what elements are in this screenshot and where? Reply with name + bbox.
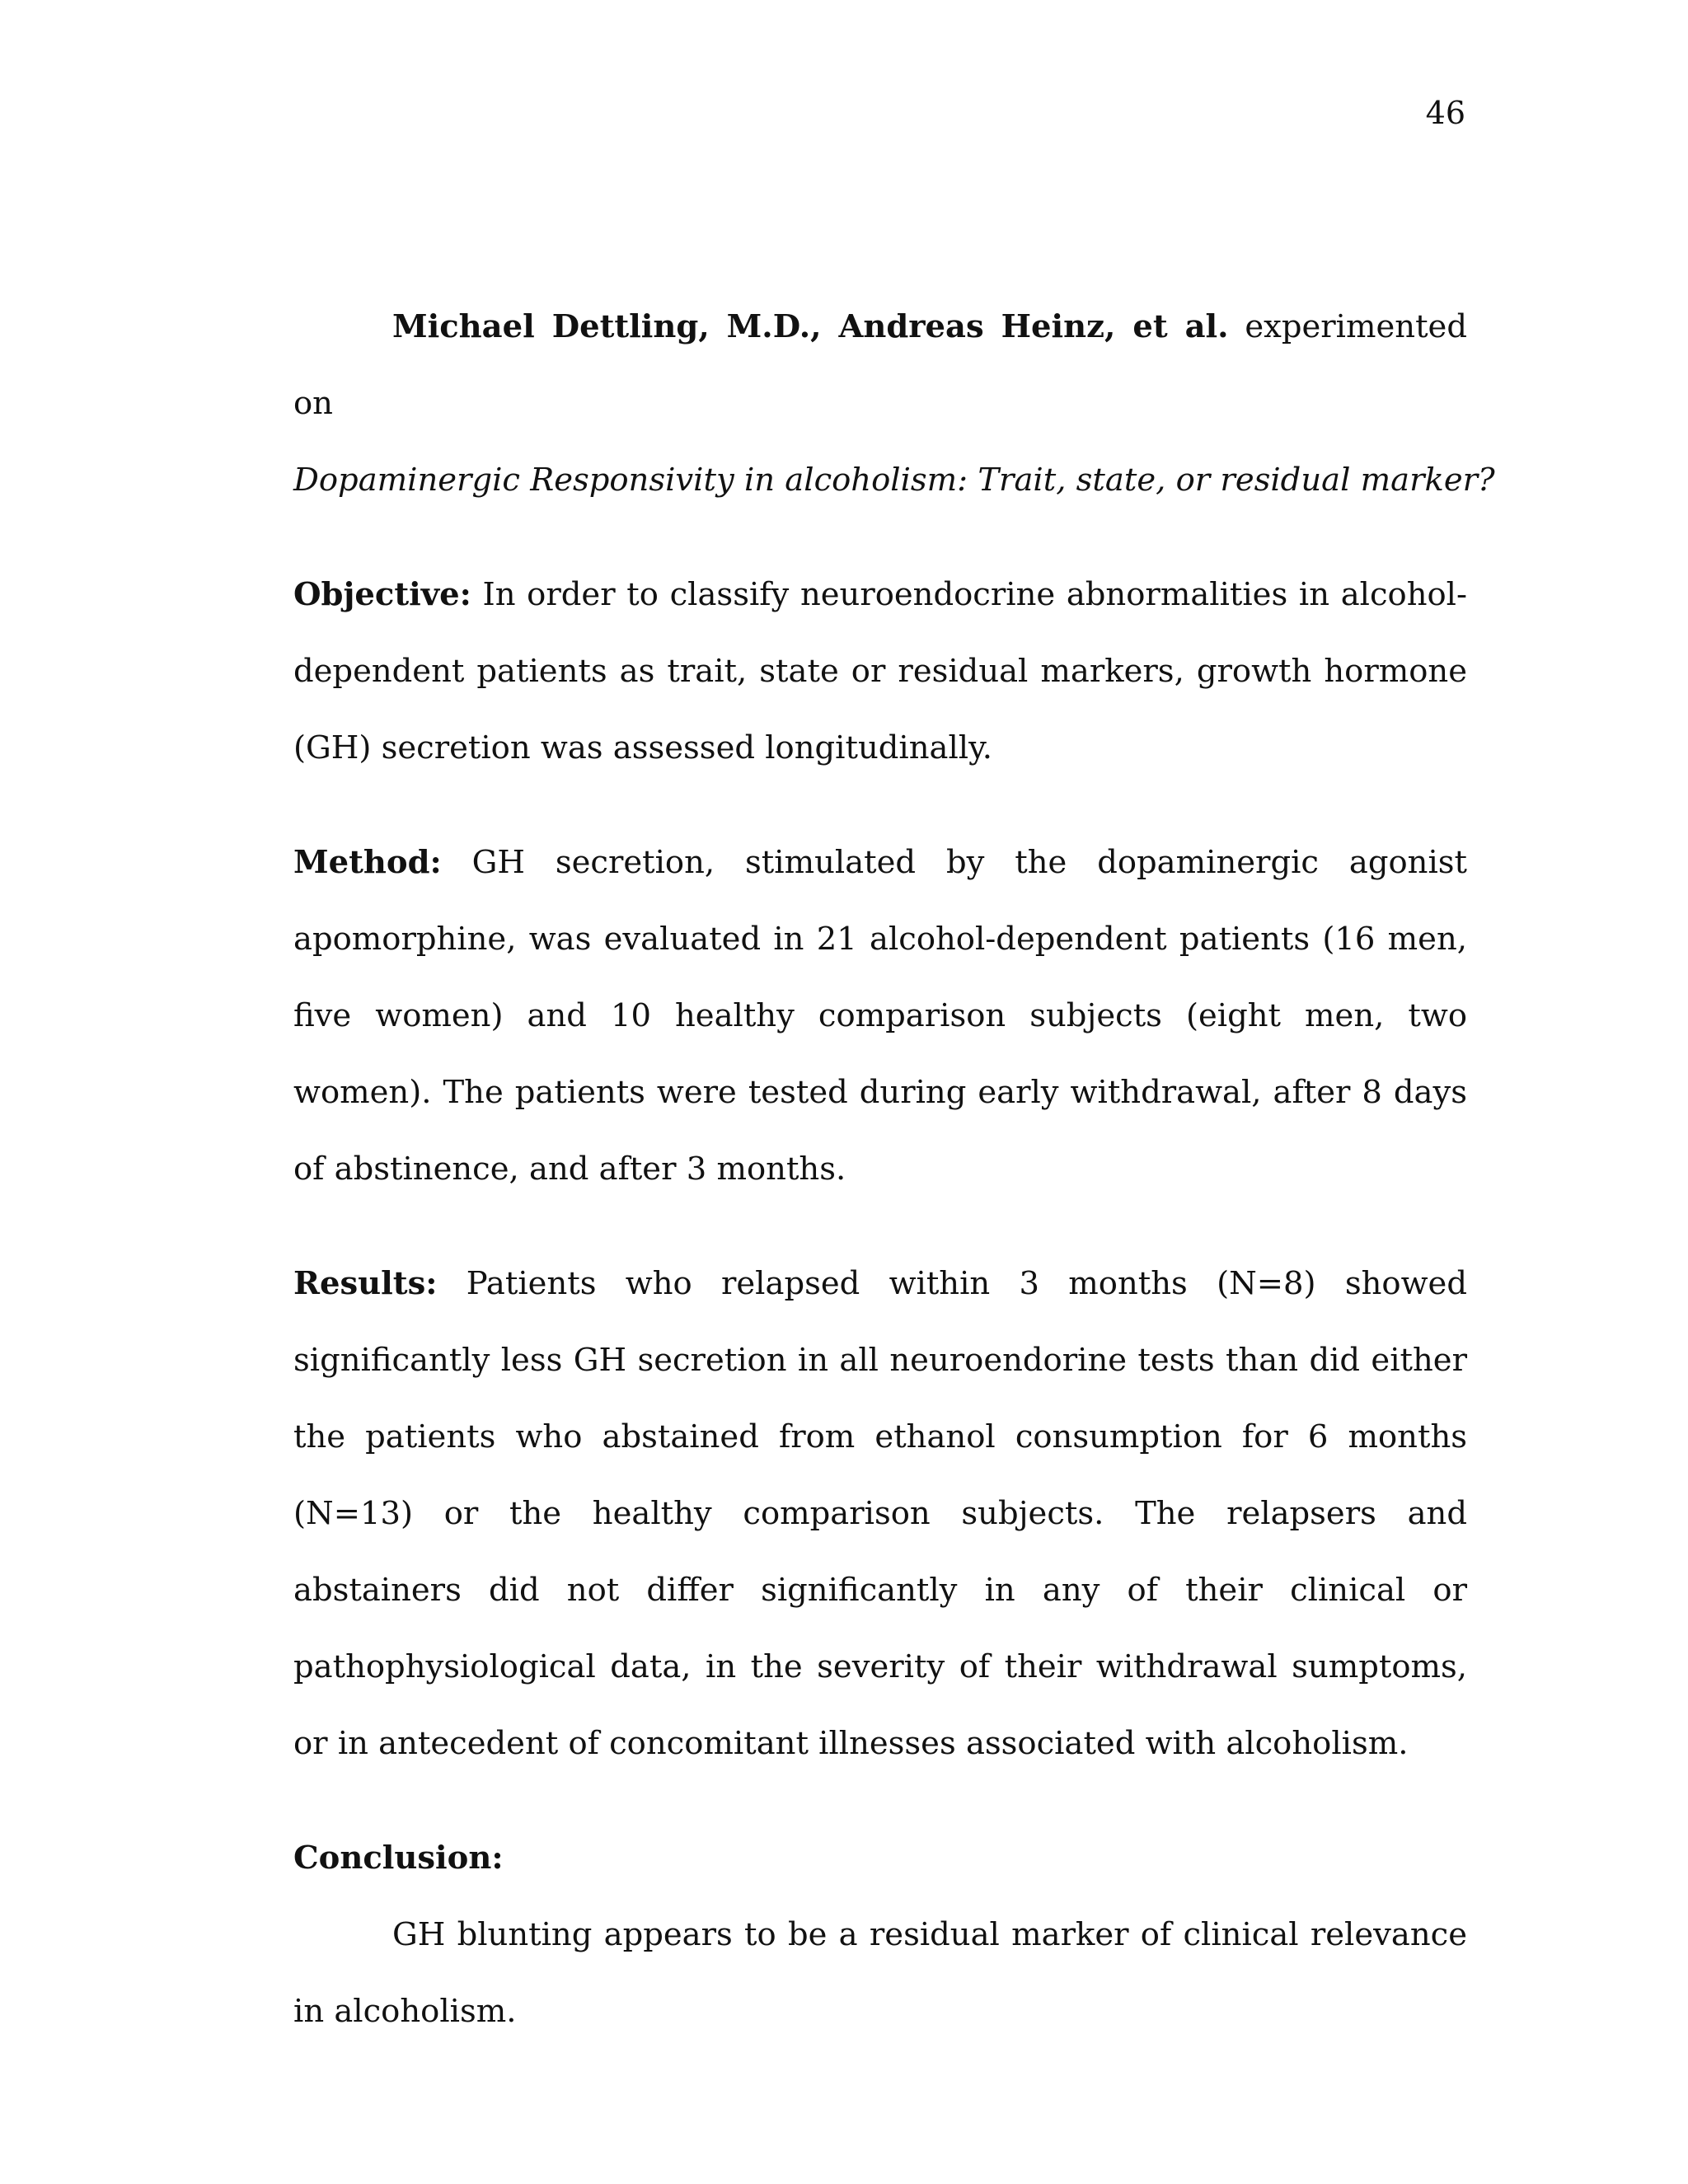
method-text: GH secretion, stimulated by the dopaminergic agonist apomorphine, was evaluated in 21 alcohol-dependent patients (16 men, five women) and 10 healthy comparison subjects (eight men, two women). The patients were tested during early withdrawal, after 8 days of abstinence, and after 3 months. bbox=[293, 844, 1467, 1188]
method-paragraph bbox=[293, 824, 1467, 1207]
results-label: Results: bbox=[293, 1265, 438, 1302]
conclusion-label: Conclusion: bbox=[293, 1840, 504, 1877]
intro-paragraph bbox=[293, 288, 1495, 518]
objective-label: Objective: bbox=[293, 576, 471, 613]
intro-verb: experimented on bbox=[293, 308, 1467, 422]
objective-text: In order to classify neuroendocrine abnormalities in alcohol-dependent patients as trait, state or residual markers, growth hormone (GH) secretion was assessed longitudinally. bbox=[293, 576, 1467, 766]
page-number: 46 bbox=[1425, 95, 1465, 131]
results-text: Patients who relapsed within 3 months (N=8) showed significantly less GH secretion in all neuroendorine tests than did either the patients who abstained from ethanol consumption for 6 months (N=13) or the healthy comparison subjects. The relapsers and abstainers did not differ significantly in any of their clinical or pathophysiological data, in the severity of their withdrawal sumptoms, or in antecedent of concomitant illnesses associated with alcoholism. bbox=[293, 1265, 1467, 1762]
study-title: Dopaminergic Responsivity in alcoholism: Trait, state, or residual marker? bbox=[293, 462, 1495, 499]
conclusion-text: GH blunting appears to be a residual marker of clinical relevance in alcoholism. bbox=[293, 1916, 1467, 2030]
document-body bbox=[293, 288, 1495, 2050]
method-label: Method: bbox=[293, 844, 442, 881]
objective-paragraph bbox=[293, 556, 1467, 786]
results-paragraph bbox=[293, 1245, 1467, 1782]
authors: Michael Dettling, M.D., Andreas Heinz, et al. bbox=[392, 308, 1229, 345]
